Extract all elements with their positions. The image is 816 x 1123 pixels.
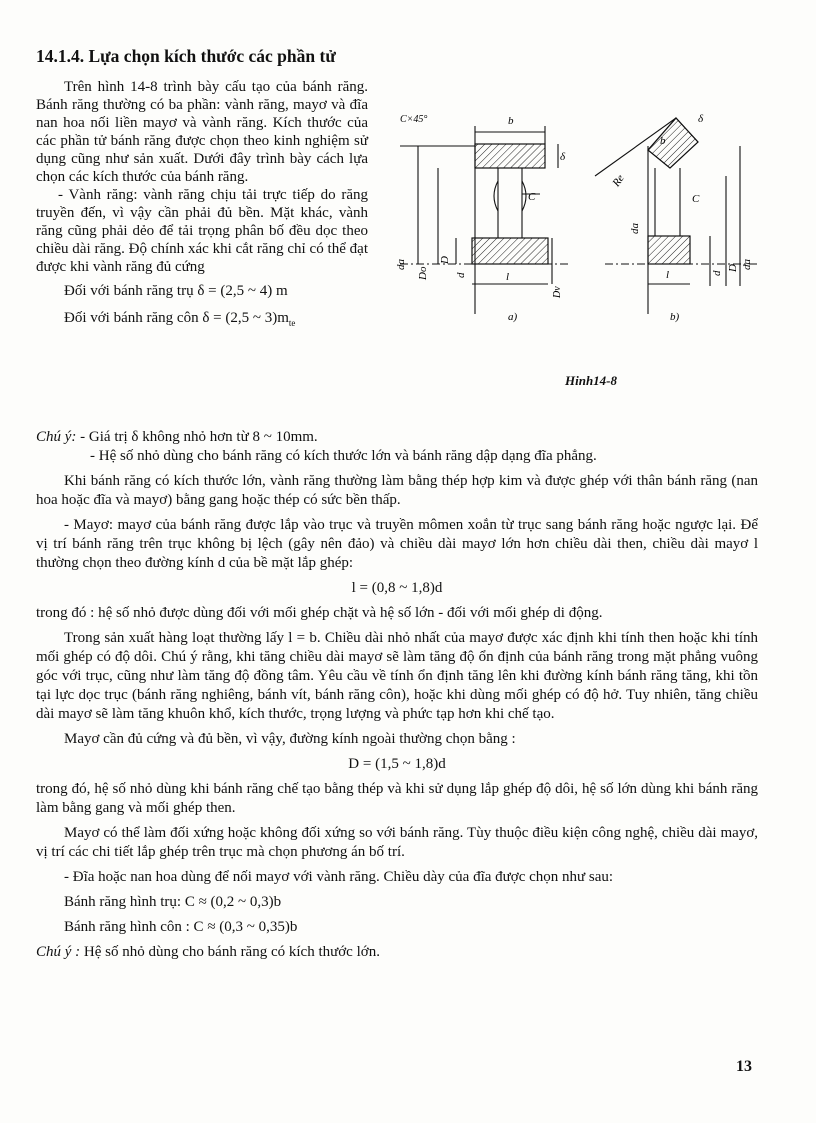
main-text: [36, 428, 758, 962]
paragraph-hub-symmetry: Mayơ có thể làm đối xứng hoặc không đối xứng so với bánh răng. Tùy thuộc điều kiện công nghệ, chiều dài mayơ, vị trí các chi tiết lắp ghép trên trục mà chọn phương án bố trí.: [36, 825, 758, 860]
label-delta-a: δ: [560, 151, 566, 163]
formula-hub-length: l = (0,8 ~ 1,8)d: [351, 580, 443, 596]
label-do-a: Do: [417, 266, 429, 280]
label-d-big-a: D: [439, 256, 451, 264]
note-1b: - Hệ số nhỏ dùng cho bánh răng có kích thước lớn và bánh răng dập dạng đĩa phẳng.: [90, 448, 597, 464]
gear-diagram: [380, 86, 780, 326]
paragraph-web: - Đĩa hoặc nan hoa dùng để nối mayơ với vành răng. Chiều dày của đĩa được chọn như sau:: [64, 869, 614, 885]
label-re-b: Re: [610, 172, 627, 189]
page-number: 13: [736, 1058, 752, 1075]
note-2: Chú ý : Hệ số nhỏ dùng cho bánh răng có kích thước lớn.: [36, 944, 380, 960]
label-da-inner-b: da: [629, 223, 641, 234]
paragraph-rim: - Vành răng: vành răng chịu tải trực tiếp do răng truyền đến, vì vậy cần phải đủ bền. Mặt khác, vành răng cũng phải dẻo để tải trọng phân bố đều dọc theo chiều dài răng. Độ chính xác khi cắt răng chỉ có thể đạt được khi vành răng đủ cứng: [36, 187, 368, 275]
label-chamfer: C×45°: [400, 114, 428, 125]
label-d-small-b: d: [711, 270, 723, 276]
label-d-small-a: d: [455, 272, 467, 278]
gear-figure: [380, 86, 780, 326]
paragraph-mass-production: Trong sản xuất hàng loạt thường lấy l = b. Chiều dài nhỏ nhất của mayơ được xác định khi tính then hoặc khi tính mối ghép có độ dôi. Chú ý rằng, khi tăng chiều dài mayơ sẽ làm tăng độ ổn định của bánh răng trong mặt phẳng vuông góc với trục, cũng như làm tăng độ đồng tâm. Yêu cầu về tính ổn định tăng lên khi đường kính bánh răng tăng, khi tồn tại lực dọc trục (bánh răng nghiêng, bánh vít, bánh răng côn), hoặc khi dùng mối ghép có độ hở. Tuy nhiên, tăng chiều dài mayơ sẽ làm tăng khuôn khổ, kích thước, trọng lượng và phức tạp hơn khi chế tạo.: [36, 630, 758, 722]
intro-column: [36, 78, 368, 332]
paragraph-hub-coef: trong đó : hệ số nhỏ được dùng đối với mối ghép chặt và hệ số lớn - đối với mối ghép di động.: [36, 605, 603, 621]
paragraph-hub-diameter-coef: trong đó, hệ số nhỏ dùng khi bánh răng chế tạo bằng thép và khi sử dụng lắp ghép độ dôi, hệ số lớn dùng khi bánh răng làm bằng gang và mối ghép then.: [36, 781, 758, 816]
formula-web-conical: Bánh răng hình côn : C ≈ (0,3 ~ 0,35)b: [64, 919, 298, 935]
formula-hub-diameter: D = (1,5 ~ 1,8)d: [348, 756, 446, 772]
label-a: a): [508, 311, 518, 323]
paragraph-hub: - Mayơ: mayơ của bánh răng được lắp vào trục và truyền mômen xoắn từ trục sang bánh răng hoặc ngược lại. Để vị trí bánh răng trên trục không bị lệch (gây nên đảo) và chiều dài mayơ lớn hơn chiều dài then, chiều dài mayơ l thường chọn theo đường kính d của bề mặt lắp ghép:: [36, 517, 758, 571]
label-b-b: b: [660, 135, 666, 147]
label-da-a: da: [395, 259, 407, 270]
label-b: b): [670, 311, 680, 323]
label-d-big-b: D: [727, 264, 739, 272]
section-heading: 14.1.4. Lựa chọn kích thước các phần tử: [36, 46, 336, 66]
paragraph-intro: Trên hình 14-8 trình bày cấu tạo của bánh răng. Bánh răng thường có ba phần: vành răng, mayơ và đĩa nan hoa nối liền mayơ và vành răng. Kích thước của các phần tử bánh răng được chọn theo kinh nghiệm sử dụng cũng như sản xuất. Dưới đây trình bày cách lựa chọn các kích thước của bánh răng.: [36, 79, 368, 185]
conical-gear-section: [595, 118, 760, 314]
label-c-b: C: [692, 193, 700, 205]
label-l-b: l: [666, 269, 670, 281]
label-delta-b: δ: [698, 113, 704, 125]
label-da-b: da: [741, 259, 753, 270]
formula-web-cylindrical: Bánh răng hình trụ: C ≈ (0,2 ~ 0,3)b: [64, 894, 282, 910]
label-c-a: C: [528, 191, 536, 203]
label-l-a: l: [506, 271, 510, 283]
formula-delta-cylindrical: Đối với bánh răng trụ δ = (2,5 ~ 4) m: [64, 283, 288, 299]
label-dv-a: Dv: [552, 286, 563, 298]
figure-caption: Hinh14-8: [565, 373, 618, 388]
cylindrical-gear-section: [400, 126, 570, 314]
label-b-a: b: [508, 115, 514, 127]
note-1a: Chú ý: - Giá trị δ không nhỏ hơn từ 8 ~ 10mm.: [36, 429, 318, 445]
formula-delta-conical: Đối với bánh răng côn δ = (2,5 ~ $3)m_{te}$: [64, 310, 296, 328]
paragraph-hub-diameter: Mayơ cần đủ cứng và đủ bền, vì vậy, đường kính ngoài thường chọn bằng :: [64, 731, 516, 747]
paragraph-large-gear: Khi bánh răng có kích thước lớn, vành răng thường làm bằng thép hợp kim và được ghép với thân bánh răng (nan hoa hoặc đĩa và mayơ) bằng gang hoặc thép có sức bền thấp.: [36, 473, 758, 508]
